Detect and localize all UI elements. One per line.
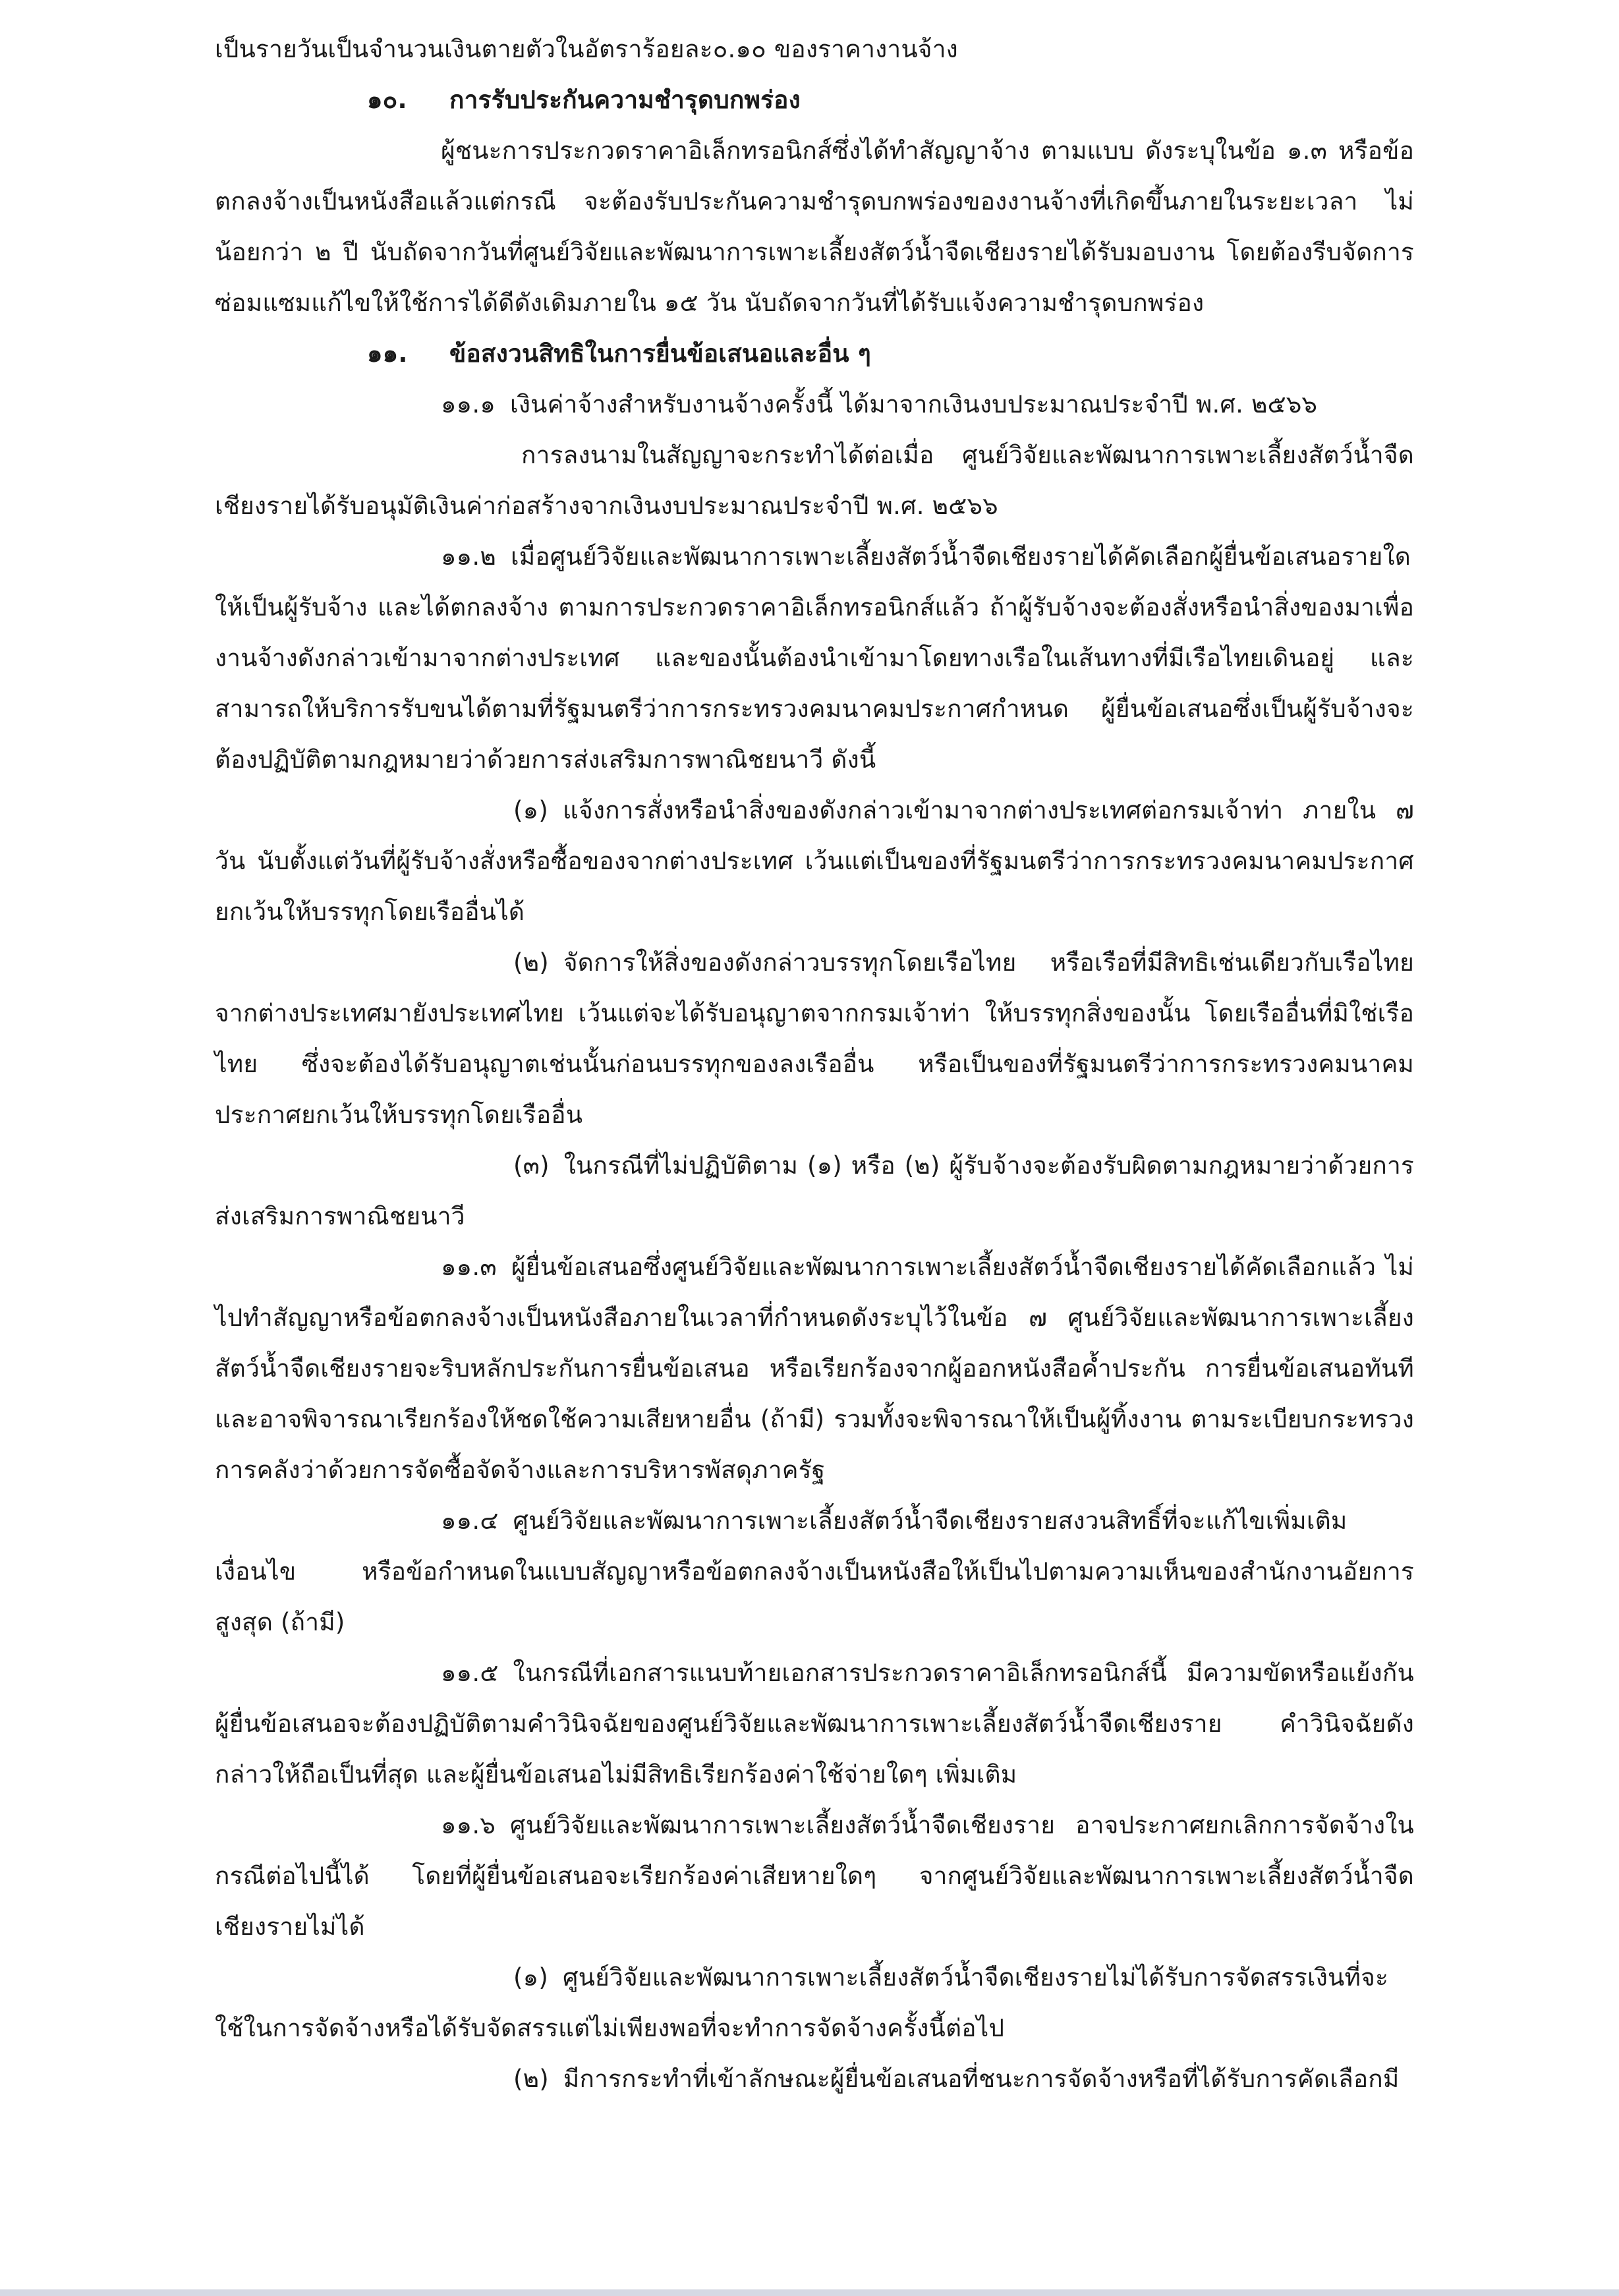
clause-11-2-item-1 bbox=[215, 785, 1414, 937]
section-10-heading bbox=[215, 74, 1414, 125]
section-10-title: การรับประกันความชำรุดบกพร่อง bbox=[449, 86, 801, 114]
clause-11-2-number: ๑๑.๒ bbox=[441, 542, 496, 571]
document-body bbox=[215, 24, 1414, 2104]
clause-11-2-item-2-text: จัดการให้สิ่งของดังกล่าวบรรทุกโดยเรือไทย หรือเรือที่มีสิทธิเช่นเดียวกับเรือไทยจากต่างประเทศมายังประเทศไทย เว้นแต่จะได้รับอนุญาตจากกรมเจ้าท่า ให้บรรทุกสิ่งของนั้น โดยเรืออื่นที่มิใช่เรือไทย ซึ่งจะต้องได้รับอนุญาตเช่นนั้นก่อนบรรทุกของลงเรืออื่น หรือเป็นของที่รัฐมนตรีว่าการกระทรวงคมนาคมประกาศยกเว้นให้บรรทุกโดยเรืออื่น bbox=[215, 948, 1414, 1129]
clause-11-4-text: ศูนย์วิจัยและพัฒนาการเพาะเลี้ยงสัตว์น้ำจืดเชียงรายสงวนสิทธิ์ที่จะแก้ไขเพิ่มเติมเงื่อนไข หรือข้อกำหนดในแบบสัญญาหรือข้อตกลงจ้างเป็นหนังสือให้เป็นไปตามความเห็นของสำนักงานอัยการสูงสุด (ถ้ามี) bbox=[215, 1507, 1414, 1636]
clause-11-5-number: ๑๑.๕ bbox=[441, 1659, 499, 1687]
clause-11-6-text: ศูนย์วิจัยและพัฒนาการเพาะเลี้ยงสัตว์น้ำจืดเชียงราย อาจประกาศยกเลิกการจัดจ้างในกรณีต่อไปนี้ได้ โดยที่ผู้ยื่นข้อเสนอจะเรียกร้องค่าเสียหายใดๆ จากศูนย์วิจัยและพัฒนาการเพาะเลี้ยงสัตว์น้ำจืดเชียงรายไม่ได้ bbox=[215, 1811, 1414, 1941]
clause-11-2-item-1-number: (๑) bbox=[513, 796, 548, 824]
clause-11-6-item-1-number: (๑) bbox=[513, 1963, 548, 1992]
clause-11-5 bbox=[215, 1648, 1414, 1800]
clause-11-3-text: ผู้ยื่นข้อเสนอซึ่งศูนย์วิจัยและพัฒนาการเพาะเลี้ยงสัตว์น้ำจืดเชียงรายได้คัดเลือกแล้ว ไม่ไปทำสัญญาหรือข้อตกลงจ้างเป็นหนังสือภายในเวลาที่กำหนดดังระบุไว้ในข้อ ๗ ศูนย์วิจัยและพัฒนาการเพาะเลี้ยงสัตว์น้ำจืดเชียงรายจะริบหลักประกันการยื่นข้อเสนอ หรือเรียกร้องจากผู้ออกหนังสือค้ำประกัน การยื่นข้อเสนอทันทีและอาจพิจารณาเรียกร้องให้ชดใช้ความเสียหายอื่น (ถ้ามี) รวมทั้งจะพิจารณาให้เป็นผู้ทิ้งงาน ตามระเบียบกระทรวงการคลังว่าด้วยการจัดซื้อจัดจ้างและการบริหารพัสดุภาครัฐ bbox=[215, 1253, 1414, 1484]
section-11-title: ข้อสงวนสิทธิในการยื่นข้อเสนอและอื่น ๆ bbox=[449, 339, 871, 368]
clause-11-3 bbox=[215, 1242, 1414, 1495]
clause-11-6-item-1-text: ศูนย์วิจัยและพัฒนาการเพาะเลี้ยงสัตว์น้ำจืดเชียงรายไม่ได้รับการจัดสรรเงินที่จะใช้ในการจัดจ้างหรือได้รับจัดสรรแต่ไม่เพียงพอที่จะทำการจัดจ้างครั้งนี้ต่อไป bbox=[215, 1963, 1389, 2042]
clause-11-1-continued: การลงนามในสัญญาจะกระทำได้ต่อเมื่อ ศูนย์วิจัยและพัฒนาการเพาะเลี้ยงสัตว์น้ำจืดเชียงรายได้รับอนุมัติเงินค่าก่อสร้างจากเงินงบประมาณประจำปี พ.ศ. ๒๕๖๖ bbox=[215, 441, 1414, 520]
intro-line: เป็นรายวันเป็นจำนวนเงินตายตัวในอัตราร้อยละ๐.๑๐ ของราคางานจ้าง bbox=[215, 35, 958, 63]
clause-11-6-item-2 bbox=[215, 2053, 1414, 2104]
clause-11-6-item-2-text: มีการกระทำที่เข้าลักษณะผู้ยื่นข้อเสนอที่ชนะการจัดจ้างหรือที่ได้รับการคัดเลือกมี bbox=[563, 2065, 1400, 2093]
clause-11-2-item-2 bbox=[215, 937, 1414, 1140]
clause-11-2-item-3-text: ในกรณีที่ไม่ปฏิบัติตาม (๑) หรือ (๒) ผู้รับจ้างจะต้องรับผิดตามกฎหมายว่าด้วยการส่งเสริมการพาณิชยนาวี bbox=[215, 1151, 1414, 1230]
section-11-heading bbox=[215, 328, 1414, 379]
clause-11-2-item-2-number: (๒) bbox=[513, 948, 549, 977]
section-11-number: ๑๑. bbox=[367, 339, 408, 368]
bottom-edge-divider bbox=[0, 2289, 1619, 2296]
section-10-number: ๑๐. bbox=[367, 86, 407, 114]
clause-11-6-item-1 bbox=[215, 1952, 1414, 2053]
clause-11-2-text: เมื่อศูนย์วิจัยและพัฒนาการเพาะเลี้ยงสัตว์น้ำจืดเชียงรายได้คัดเลือกผู้ยื่นข้อเสนอรายใดให้เป็นผู้รับจ้าง และได้ตกลงจ้าง ตามการประกวดราคาอิเล็กทรอนิกส์แล้ว ถ้าผู้รับจ้างจะต้องสั่งหรือนำสิ่งของมาเพื่องานจ้างดังกล่าวเข้ามาจากต่างประเทศ และของนั้นต้องนำเข้ามาโดยทางเรือในเส้นทางที่มีเรือไทยเดินอยู่ และสามารถให้บริการรับขนได้ตามที่รัฐมนตรีว่าการกระทรวงคมนาคมประกาศกำหนด ผู้ยื่นข้อเสนอซึ่งเป็นผู้รับจ้างจะต้องปฏิบัติตามกฎหมายว่าด้วยการส่งเสริมการพาณิชยนาวี ดังนี้ bbox=[215, 542, 1414, 774]
clause-11-1 bbox=[215, 379, 1414, 430]
clause-11-6-number: ๑๑.๖ bbox=[441, 1811, 496, 1839]
clause-11-1-number: ๑๑.๑ bbox=[441, 390, 496, 418]
clause-11-2-item-3 bbox=[215, 1140, 1414, 1242]
clause-11-3-number: ๑๑.๓ bbox=[441, 1253, 497, 1281]
clause-11-2-item-1-text: แจ้งการสั่งหรือนำสิ่งของดังกล่าวเข้ามาจากต่างประเทศต่อกรมเจ้าท่า ภายใน ๗ วัน นับตั้งแต่วันที่ผู้รับจ้างสั่งหรือซื้อของจากต่างประเทศ เว้นแต่เป็นของที่รัฐมนตรีว่าการกระทรวงคมนาคมประกาศยกเว้นให้บรรทุกโดยเรืออื่นได้ bbox=[215, 796, 1414, 926]
clause-11-4-number: ๑๑.๔ bbox=[441, 1507, 499, 1535]
clause-11-4 bbox=[215, 1495, 1414, 1648]
clause-11-2-item-3-number: (๓) bbox=[513, 1151, 550, 1180]
clause-11-6-item-2-number: (๒) bbox=[513, 2065, 549, 2093]
clause-11-2 bbox=[215, 531, 1414, 785]
section-10-body: ผู้ชนะการประกวดราคาอิเล็กทรอนิกส์ซึ่งได้ทำสัญญาจ้าง ตามแบบ ดังระบุในข้อ ๑.๓ หรือข้อตกลงจ้างเป็นหนังสือแล้วแต่กรณี จะต้องรับประกันความชำรุดบกพร่องของงานจ้างที่เกิดขึ้นภายในระยะเวลา ไม่น้อยกว่า ๒ ปี นับถัดจากวันที่ศูนย์วิจัยและพัฒนาการเพาะเลี้ยงสัตว์น้ำจืดเชียงรายได้รับมอบงาน โดยต้องรีบจัดการซ่อมแซมแก้ไขให้ใช้การได้ดีดังเดิมภายใน ๑๕ วัน นับถัดจากวันที่ได้รับแจ้งความชำรุดบกพร่อง bbox=[215, 136, 1414, 317]
clause-11-6 bbox=[215, 1800, 1414, 1952]
clause-11-5-text: ในกรณีที่เอกสารแนบท้ายเอกสารประกวดราคาอิเล็กทรอนิกส์นี้ มีความขัดหรือแย้งกัน ผู้ยื่นข้อเสนอจะต้องปฏิบัติตามคำวินิจฉัยของศูนย์วิจัยและพัฒนาการเพาะเลี้ยงสัตว์น้ำจืดเชียงราย คำวินิจฉัยดังกล่าวให้ถือเป็นที่สุด และผู้ยื่นข้อเสนอไม่มีสิทธิเรียกร้องค่าใช้จ่ายใดๆ เพิ่มเติม bbox=[215, 1659, 1414, 1789]
clause-11-1-text: เงินค่าจ้างสำหรับงานจ้างครั้งนี้ ได้มาจากเงินงบประมาณประจำปี พ.ศ. ๒๕๖๖ bbox=[510, 390, 1318, 418]
